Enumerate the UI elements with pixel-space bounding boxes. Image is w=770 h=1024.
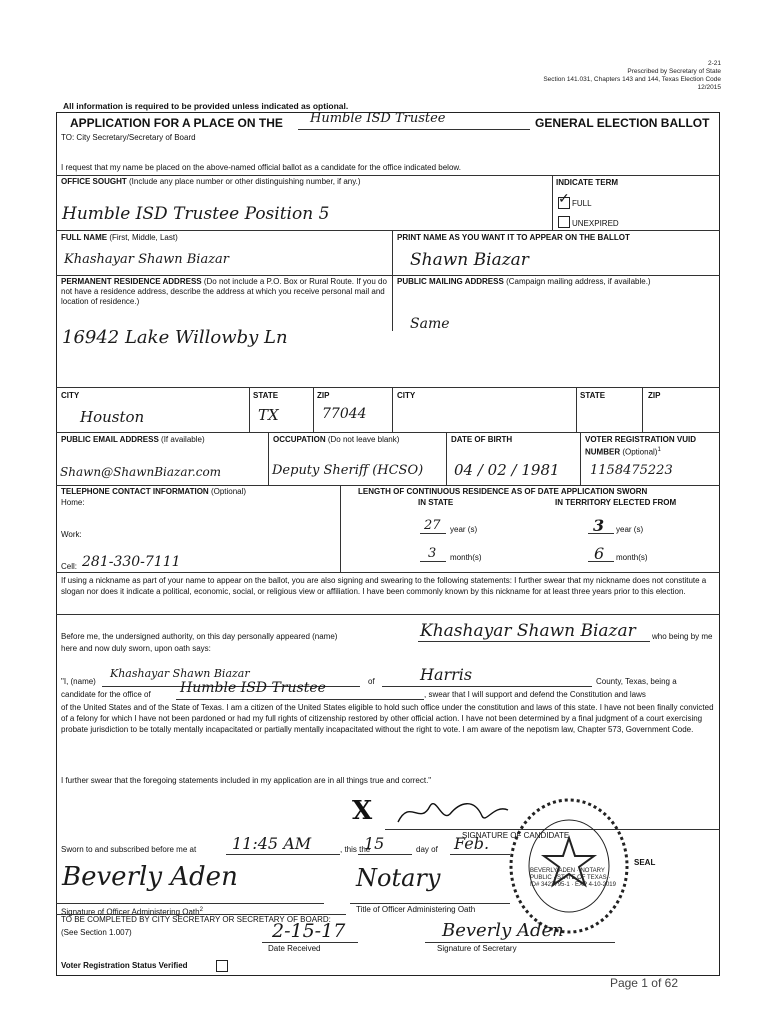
phone-home-label: Home: <box>61 498 85 507</box>
required-note: All information is required to be provided unless indicated as optional. <box>63 101 349 111</box>
page-number: Page 1 of 62 <box>609 976 678 990</box>
addressee: TO: City Secretary/Secretary of Board <box>61 133 196 142</box>
section-ref: Section 141.031, Chapters 143 and 144, Texas Election Code <box>543 76 721 83</box>
blank-line <box>226 854 340 855</box>
before-me-text-c: here and now duly sworn, upon oath says: <box>61 644 211 653</box>
territory-years-word: year (s) <box>616 525 644 534</box>
blank-line <box>450 854 510 855</box>
day-value: 15 <box>364 834 385 853</box>
blank-line <box>418 641 650 642</box>
blank-line <box>262 942 358 943</box>
full-name-label: FULL NAME (First, Middle, Last) <box>61 233 178 242</box>
phone-label: TELEPHONE CONTACT INFORMATION (Optional) <box>61 487 247 496</box>
phone-cell-value: 281-330-7111 <box>82 554 181 570</box>
rule <box>642 387 643 432</box>
state-years-value: 27 <box>424 518 441 533</box>
before-me-text: Before me, the undersigned authority, on this day personally appeared (name) <box>61 632 338 641</box>
candidate-text-b: , swear that I will support and defend the Constitution and laws <box>424 690 646 699</box>
date-received-value: 2-15-17 <box>272 920 346 942</box>
rule <box>56 485 720 486</box>
candidate-text: candidate for the office of <box>61 690 151 699</box>
sworn-text-b: , this the <box>340 845 371 854</box>
title-left: APPLICATION FOR A PLACE ON THE <box>70 116 283 130</box>
i-name-label: "I, (name) <box>61 677 96 686</box>
zip-label: ZIP <box>317 391 330 400</box>
notary-stamp <box>505 790 635 940</box>
time-value: 11:45 AM <box>232 834 312 853</box>
signature-line <box>425 942 615 943</box>
zip-value: 77044 <box>322 406 367 422</box>
rule <box>576 387 577 432</box>
before-me-name: Khashayar Shawn Biazar <box>420 621 636 641</box>
secretary-label: TO BE COMPLETED BY CITY SECRETARY OR SECRETARY OF BOARD: <box>61 915 331 924</box>
rule <box>392 387 393 432</box>
rule <box>56 175 720 176</box>
month-value: Feb. <box>454 834 490 853</box>
check-mark-icon: ✓ <box>558 191 570 207</box>
city-value: Houston <box>80 408 145 426</box>
dob-value: 04 / 02 / 1981 <box>454 461 560 479</box>
blank-line <box>382 686 592 687</box>
vuid-value: 1158475223 <box>590 463 673 478</box>
i-name-value: Khashayar Shawn Biazar <box>110 667 250 680</box>
email-value: Shawn@ShawnBiazar.com <box>60 465 222 479</box>
title-of-officer-value: Notary <box>356 864 441 892</box>
form-date: 12/2015 <box>697 84 721 91</box>
rule <box>392 230 393 331</box>
form-header <box>543 60 721 92</box>
phone-cell-label: Cell: <box>61 562 78 571</box>
full-name-value: Khashayar Shawn Biazar <box>64 252 230 267</box>
dob-label: DATE OF BIRTH <box>451 435 513 444</box>
secretary-signature-label: Signature of Secretary <box>437 944 517 953</box>
blank-line <box>176 699 424 700</box>
further-swear: I further swear that the foregoing statements included in my application are in all things true and correct." <box>61 776 432 785</box>
ballot-name-value: Humble ISD Trustee <box>310 111 446 126</box>
title-right: GENERAL ELECTION BALLOT <box>535 116 710 130</box>
prescribed-by: Prescribed by Secretary of State <box>627 68 721 75</box>
signature-line <box>56 903 324 904</box>
secretary-signature-value: Beverly Aden <box>442 920 564 941</box>
in-territory-label: IN TERRITORY ELECTED FROM <box>555 498 677 507</box>
residence-label: PERMANENT RESIDENCE ADDRESS (Do not include a P.O. Box or Rural Route. If you do not have a residence address, describe the address at which you receive personal mail and location of residence.) <box>61 277 387 306</box>
candidate-office-value: Humble ISD Trustee <box>180 680 326 696</box>
vuid-label: VOTER REGISTRATION VUID NUMBER (Optional)$^1$ <box>585 435 696 457</box>
stamp-text: BEVERLY ADEN · NOTARY PUBLIC · STATE OF TEXAS · ID# 3423795-1 · EXP 4-10-2019 <box>530 868 616 888</box>
print-name-label: PRINT NAME AS YOU WANT IT TO APPEAR ON THE BALLOT <box>397 233 630 242</box>
state-label: STATE <box>253 391 279 400</box>
officer-label: Signature of Officer Administering Oath$^2$ <box>61 907 203 917</box>
signature-line <box>350 903 510 904</box>
seal-label: SEAL <box>634 858 656 867</box>
occupation-value: Deputy Sheriff (HCSO) <box>272 463 424 478</box>
blank-line <box>420 561 446 562</box>
county-text: County, Texas, being a <box>596 677 677 686</box>
sworn-text: Sworn to and subscribed before me at <box>61 845 197 854</box>
county-value: Harris <box>420 665 473 684</box>
unexpired-term-checkbox[interactable] <box>558 216 570 228</box>
rule <box>268 432 269 485</box>
territory-years-value: 3 <box>593 516 605 535</box>
rule <box>340 485 341 572</box>
request-text: I request that my name be placed on the above-named official ballot as a candidate for the office indicated below. <box>61 163 461 172</box>
full-term-label: FULL <box>572 199 592 208</box>
email-label: PUBLIC EMAIL ADDRESS (If available) <box>61 435 205 444</box>
before-me-text-b: who being by me <box>652 632 713 641</box>
voter-verified-label: Voter Registration Status Verified <box>61 961 188 970</box>
residence-length-label: LENGTH OF CONTINUOUS RESIDENCE AS OF DATE APPLICATION SWORN <box>358 487 648 496</box>
office-value: Humble ISD Trustee Position 5 <box>62 204 330 224</box>
rule <box>313 387 314 432</box>
office-label: OFFICE SOUGHT (Include any place number or other distinguishing number, if any.) <box>61 177 361 186</box>
rule <box>56 230 720 231</box>
x-mark: X <box>352 796 373 826</box>
city-label: CITY <box>61 391 80 400</box>
unexpired-term-label: UNEXPIRED <box>572 219 619 228</box>
blank-line <box>358 854 412 855</box>
blank-line <box>420 533 446 534</box>
ballot-name-line <box>298 129 530 130</box>
territory-months-value: 6 <box>594 544 605 563</box>
mailing-label: PUBLIC MAILING ADDRESS (Campaign mailing address, if available.) <box>397 277 651 286</box>
state-value: TX <box>258 406 279 424</box>
oath-body: of the United States and of the State of Texas. I am a citizen of the United States eligible to hold such office under the constitution and laws of this state. I have not been finally convicted of a felony for which I have not been pardoned or had my full rights of citizenship restored by other official action. I have not been determined by a final judgment of a court exercising probate jurisdiction to be totally mentally incapacitated or partially mentally incapacitated without the right to vote. I am aware of the nepotism law, Chapter 573, Government Code. <box>61 703 714 734</box>
officer-signature-value: Beverly Aden <box>62 862 238 892</box>
state-years-word: year (s) <box>450 525 478 534</box>
residence-value: 16942 Lake Willowby Ln <box>62 327 288 348</box>
rule <box>56 387 720 388</box>
candidate-signature <box>390 792 520 832</box>
of-word: of <box>368 677 375 686</box>
rule <box>56 614 720 615</box>
rule <box>56 275 720 276</box>
secretary-see: (See Section 1.007) <box>61 928 132 937</box>
state-months-word: month(s) <box>450 553 482 562</box>
rule <box>580 432 581 485</box>
rule <box>446 432 447 485</box>
rule <box>56 572 720 573</box>
sworn-text-c: day of <box>416 845 438 854</box>
city2-label: CITY <box>397 391 416 400</box>
occupation-label: OCCUPATION (Do not leave blank) <box>273 435 400 444</box>
voter-verified-checkbox[interactable] <box>216 960 228 972</box>
rule <box>56 432 720 433</box>
mailing-value: Same <box>410 316 450 332</box>
term-label: INDICATE TERM <box>556 178 619 187</box>
form-number: 2-21 <box>707 60 721 67</box>
phone-work-label: Work: <box>61 530 82 539</box>
in-state-label: IN STATE <box>418 498 454 507</box>
state2-label: STATE <box>580 391 606 400</box>
zip2-label: ZIP <box>648 391 661 400</box>
nickname-statement: If using a nickname as part of your name to appear on the ballot, you are also signing and swearing to the following statements: I further swear that my nickname does not constitute a slogan nor does it indicate a political, economic, social, or religious view or affiliation. I have been commonly known by this nickname for at least three years prior to this election. <box>61 576 707 596</box>
signature-label: SIGNATURE OF CANDIDATE <box>462 831 570 840</box>
title-of-officer-label: Title of Officer Administering Oath <box>356 905 476 914</box>
rule <box>552 175 553 230</box>
territory-months-word: month(s) <box>616 553 648 562</box>
date-received-label: Date Received <box>268 944 321 953</box>
print-name-value: Shawn Biazar <box>410 250 529 270</box>
state-months-value: 3 <box>428 546 437 561</box>
rule <box>249 387 250 432</box>
